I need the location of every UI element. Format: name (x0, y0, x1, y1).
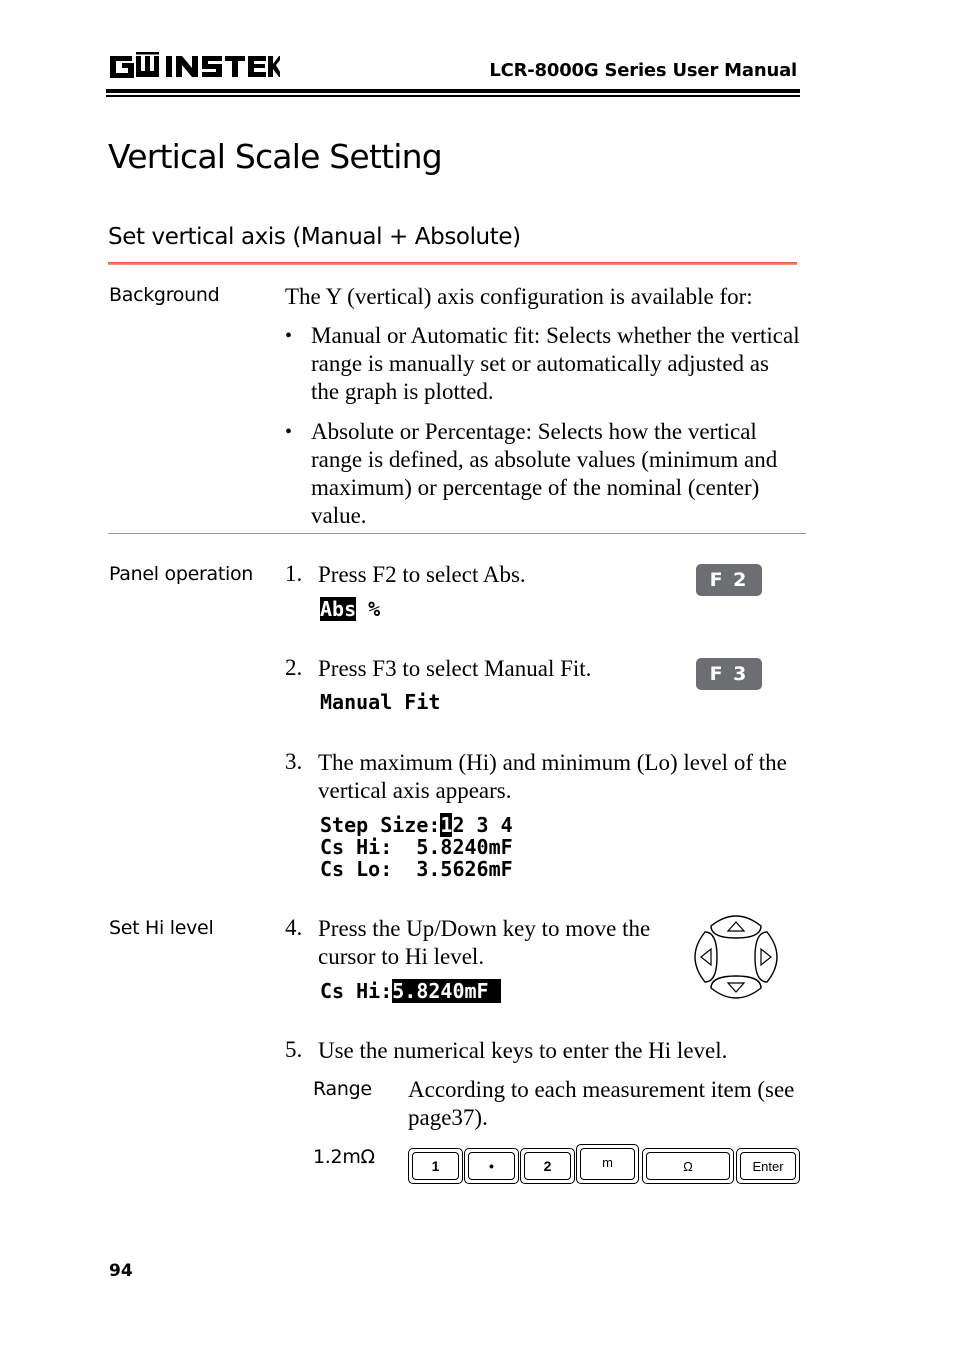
step-5-text: Use the numerical keys to enter the Hi level. (318, 1038, 728, 1063)
lcd-abs-percent (320, 598, 380, 620)
gwinstek-logo (108, 52, 280, 86)
key-2[interactable]: 2 (520, 1148, 575, 1184)
lcd-cs-hi: Cs Hi: 5.8240mF (320, 835, 513, 859)
key-enter[interactable]: Enter (736, 1148, 800, 1184)
bullet-dot: • (285, 421, 293, 443)
lcd-percent: % (356, 597, 381, 621)
key-decimal-point[interactable]: • (464, 1148, 519, 1184)
bullet-absolute-percentage: Absolute or Percentage: Selects how the vertical range is defined, as absolute values (minimum and maximum) or percentage of the nominal (center) value. (311, 419, 778, 528)
background-label: Background (109, 284, 220, 306)
lcd-abs-selected: Abs (320, 597, 357, 621)
bullet-dot: • (285, 325, 293, 347)
page-number: 94 (109, 1261, 133, 1281)
right-arrow-key[interactable] (755, 932, 777, 982)
step-number: 1. (285, 561, 303, 586)
f3-key[interactable]: F 3 (696, 658, 762, 690)
section-divider (108, 533, 806, 534)
key-1[interactable]: 1 (408, 1148, 463, 1184)
step-number: 5. (285, 1037, 303, 1062)
panel-operation-label: Panel operation (109, 563, 254, 585)
step-number: 2. (285, 655, 303, 680)
set-hi-level-label: Set Hi level (109, 917, 214, 939)
arrow-keypad (691, 912, 781, 1006)
section-title: Set vertical axis (Manual + Absolute) (108, 224, 521, 250)
step-3-text: The maximum (Hi) and minimum (Lo) level of the vertical axis appears. (318, 750, 787, 803)
header-rule-thin (106, 95, 800, 97)
step-4-text: Press the Up/Down key to move the cursor to Hi level. (318, 916, 651, 969)
lcd-cs-hi-cursor: Cs Hi:5.8240mF (320, 979, 501, 1003)
f2-key[interactable]: F 2 (696, 564, 762, 596)
key-ohm[interactable]: Ω (642, 1148, 734, 1184)
background-intro: The Y (vertical) axis configuration is available for: (285, 284, 753, 309)
bullet-manual-auto-fit: Manual or Automatic fit: Selects whether the vertical range is manually set or automatically adjusted as the graph is plotted. (311, 323, 800, 404)
key-milli[interactable]: m (576, 1144, 639, 1184)
lcd-hi-lo-display (320, 814, 513, 880)
up-arrow-key[interactable] (711, 916, 761, 938)
range-label: Range (313, 1078, 372, 1100)
section-rule (108, 262, 797, 265)
step-number: 4. (285, 915, 303, 940)
step-1-text: Press F2 to select Abs. (318, 562, 526, 587)
down-arrow-key[interactable] (711, 976, 761, 998)
step-number: 3. (285, 749, 303, 774)
lcd-manual-fit: Manual Fit (320, 690, 441, 714)
lcd-cs-lo: Cs Lo: 3.5626mF (320, 857, 513, 881)
example-value-label: 1.2mΩ (313, 1146, 375, 1168)
lcd-step-selected: 1 (440, 813, 453, 837)
lcd-hi-selected: 5.8240mF (392, 979, 501, 1003)
range-text: According to each measurement item (see page37). (408, 1077, 795, 1130)
manual-title: LCR-8000G Series User Manual (489, 60, 797, 81)
step-2-text: Press F3 to select Manual Fit. (318, 656, 592, 681)
left-arrow-key[interactable] (695, 932, 717, 982)
header-rule-thick (106, 89, 800, 93)
lcd-step-size: Step Size:12 3 4 (320, 813, 513, 837)
page-title: Vertical Scale Setting (108, 137, 442, 176)
